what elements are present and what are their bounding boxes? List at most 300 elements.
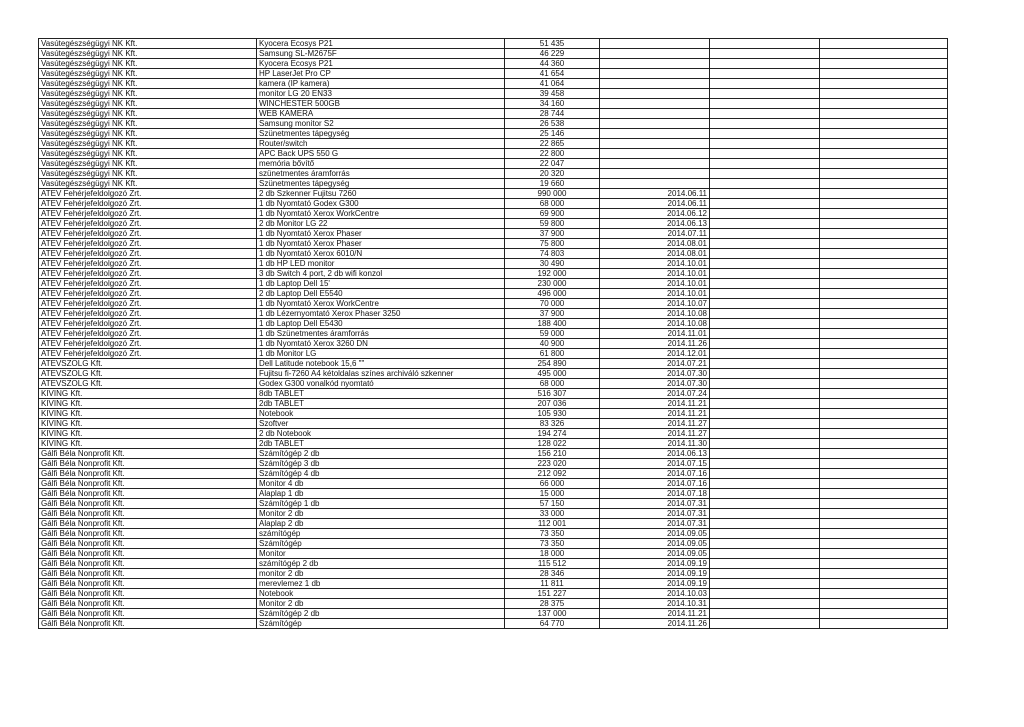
date-cell: 2014.11.27 <box>600 429 710 439</box>
item-cell: merevlemez 1 db <box>257 579 505 589</box>
empty-cell <box>820 99 948 109</box>
organization-cell: Gálfi Béla Nonprofit Kft. <box>39 489 257 499</box>
organization-cell: ATEV Fehérjefeldolgozó Zrt. <box>39 289 257 299</box>
date-cell: 2014.07.30 <box>600 369 710 379</box>
empty-cell <box>710 579 820 589</box>
date-cell: 2014.11.21 <box>600 609 710 619</box>
date-cell <box>600 129 710 139</box>
organization-cell: Vasútegészségügyi NK Kft. <box>39 169 257 179</box>
empty-cell <box>710 549 820 559</box>
amount-cell: 156 210 <box>505 449 600 459</box>
organization-cell: Gálfi Béla Nonprofit Kft. <box>39 579 257 589</box>
empty-cell <box>820 279 948 289</box>
empty-cell <box>820 559 948 569</box>
table-row <box>39 69 948 79</box>
table-row <box>39 529 948 539</box>
date-cell <box>600 49 710 59</box>
empty-cell <box>710 409 820 419</box>
organization-cell: ATEV Fehérjefeldolgozó Zrt. <box>39 319 257 329</box>
empty-cell <box>710 139 820 149</box>
amount-cell: 15 000 <box>505 489 600 499</box>
empty-cell <box>820 249 948 259</box>
amount-cell: 73 350 <box>505 539 600 549</box>
empty-cell <box>710 459 820 469</box>
table-row <box>39 299 948 309</box>
empty-cell <box>710 569 820 579</box>
empty-cell <box>820 259 948 269</box>
empty-cell <box>820 459 948 469</box>
item-cell: 1 db Nyomtató Xerox WorkCentre <box>257 299 505 309</box>
empty-cell <box>820 269 948 279</box>
table-row <box>39 199 948 209</box>
organization-cell: ATEV Fehérjefeldolgozó Zrt. <box>39 209 257 219</box>
table-row <box>39 289 948 299</box>
empty-cell <box>710 559 820 569</box>
amount-cell: 59 800 <box>505 219 600 229</box>
empty-cell <box>710 529 820 539</box>
amount-cell: 41 064 <box>505 79 600 89</box>
empty-cell <box>820 599 948 609</box>
empty-cell <box>710 59 820 69</box>
organization-cell: ATEVSZOLG Kft. <box>39 379 257 389</box>
empty-cell <box>710 599 820 609</box>
amount-cell: 192 000 <box>505 269 600 279</box>
date-cell <box>600 149 710 159</box>
organization-cell: Vasútegészségügyi NK Kft. <box>39 39 257 49</box>
date-cell <box>600 119 710 129</box>
amount-cell: 74 803 <box>505 249 600 259</box>
date-cell: 2014.11.30 <box>600 439 710 449</box>
item-cell: 1 db Nyomtató Xerox WorkCentre <box>257 209 505 219</box>
date-cell <box>600 179 710 189</box>
item-cell: APC Back UPS 550 G <box>257 149 505 159</box>
date-cell: 2014.10.01 <box>600 289 710 299</box>
empty-cell <box>710 619 820 629</box>
date-cell: 2014.11.27 <box>600 419 710 429</box>
date-cell: 2014.10.08 <box>600 319 710 329</box>
date-cell: 2014.08.01 <box>600 249 710 259</box>
date-cell: 2014.10.31 <box>600 599 710 609</box>
amount-cell: 37 900 <box>505 229 600 239</box>
table-row <box>39 189 948 199</box>
empty-cell <box>820 189 948 199</box>
item-cell: 1 db Nyomtató Xerox Phaser <box>257 229 505 239</box>
empty-cell <box>820 169 948 179</box>
amount-cell: 33 000 <box>505 509 600 519</box>
empty-cell <box>710 189 820 199</box>
item-cell: monitor LG 20 EN33 <box>257 89 505 99</box>
empty-cell <box>820 309 948 319</box>
empty-cell <box>820 439 948 449</box>
table-row <box>39 619 948 629</box>
table-row <box>39 39 948 49</box>
date-cell: 2014.07.15 <box>600 459 710 469</box>
table-row <box>39 309 948 319</box>
amount-cell: 496 000 <box>505 289 600 299</box>
organization-cell: ATEV Fehérjefeldolgozó Zrt. <box>39 349 257 359</box>
date-cell: 2014.09.19 <box>600 569 710 579</box>
organization-cell: Gálfi Béla Nonprofit Kft. <box>39 569 257 579</box>
item-cell: 1 db Monitor LG <box>257 349 505 359</box>
date-cell: 2014.11.26 <box>600 339 710 349</box>
organization-cell: KIVING Kft. <box>39 419 257 429</box>
table-row <box>39 519 948 529</box>
organization-cell: ATEVSZOLG Kft. <box>39 369 257 379</box>
table-row <box>39 149 948 159</box>
table-row <box>39 439 948 449</box>
date-cell <box>600 79 710 89</box>
organization-cell: KIVING Kft. <box>39 399 257 409</box>
item-cell: Monitor <box>257 549 505 559</box>
empty-cell <box>710 149 820 159</box>
organization-cell: ATEV Fehérjefeldolgozó Zrt. <box>39 219 257 229</box>
item-cell: kamera (IP kamera) <box>257 79 505 89</box>
item-cell: Szoftver <box>257 419 505 429</box>
table-row <box>39 379 948 389</box>
empty-cell <box>710 289 820 299</box>
amount-cell: 25 146 <box>505 129 600 139</box>
item-cell: 1 db Nyomtató Xerox 6010/N <box>257 249 505 259</box>
empty-cell <box>710 499 820 509</box>
table-row <box>39 229 948 239</box>
organization-cell: Gálfi Béla Nonprofit Kft. <box>39 509 257 519</box>
organization-cell: Gálfi Béla Nonprofit Kft. <box>39 499 257 509</box>
empty-cell <box>710 339 820 349</box>
amount-cell: 34 160 <box>505 99 600 109</box>
amount-cell: 11 811 <box>505 579 600 589</box>
organization-cell: KIVING Kft. <box>39 429 257 439</box>
organization-cell: ATEV Fehérjefeldolgozó Zrt. <box>39 279 257 289</box>
organization-cell: Vasútegészségügyi NK Kft. <box>39 79 257 89</box>
table-row <box>39 79 948 89</box>
amount-cell: 59 000 <box>505 329 600 339</box>
date-cell: 2014.06.12 <box>600 209 710 219</box>
amount-cell: 223 020 <box>505 459 600 469</box>
item-cell: 1 db Nyomtató Xerox Phaser <box>257 239 505 249</box>
empty-cell <box>820 569 948 579</box>
amount-cell: 516 307 <box>505 389 600 399</box>
empty-cell <box>710 49 820 59</box>
empty-cell <box>710 169 820 179</box>
date-cell: 2014.07.18 <box>600 489 710 499</box>
organization-cell: Vasútegészségügyi NK Kft. <box>39 139 257 149</box>
amount-cell: 70 000 <box>505 299 600 309</box>
table-row <box>39 179 948 189</box>
table-row <box>39 479 948 489</box>
organization-cell: Gálfi Béla Nonprofit Kft. <box>39 519 257 529</box>
empty-cell <box>820 369 948 379</box>
date-cell: 2014.09.05 <box>600 529 710 539</box>
item-cell: Számítógép <box>257 539 505 549</box>
empty-cell <box>820 539 948 549</box>
empty-cell <box>820 329 948 339</box>
date-cell: 2014.06.13 <box>600 449 710 459</box>
table-row <box>39 579 948 589</box>
organization-cell: Vasútegészségügyi NK Kft. <box>39 99 257 109</box>
amount-cell: 28 346 <box>505 569 600 579</box>
empty-cell <box>710 389 820 399</box>
table-row <box>39 329 948 339</box>
table-row <box>39 249 948 259</box>
empty-cell <box>710 159 820 169</box>
organization-cell: Gálfi Béla Nonprofit Kft. <box>39 469 257 479</box>
empty-cell <box>710 109 820 119</box>
organization-cell: Gálfi Béla Nonprofit Kft. <box>39 599 257 609</box>
table-row <box>39 259 948 269</box>
amount-cell: 128 022 <box>505 439 600 449</box>
item-cell: Fujitsu fi-7260 A4 kétoldalas színes archiváló szkenner <box>257 369 505 379</box>
date-cell: 2014.07.16 <box>600 469 710 479</box>
organization-cell: ATEV Fehérjefeldolgozó Zrt. <box>39 299 257 309</box>
date-cell: 2014.11.26 <box>600 619 710 629</box>
amount-cell: 40 900 <box>505 339 600 349</box>
item-cell: Alaplap 1 db <box>257 489 505 499</box>
empty-cell <box>710 369 820 379</box>
amount-cell: 22 865 <box>505 139 600 149</box>
amount-cell: 64 770 <box>505 619 600 629</box>
amount-cell: 68 000 <box>505 379 600 389</box>
empty-cell <box>820 69 948 79</box>
empty-cell <box>710 259 820 269</box>
date-cell <box>600 69 710 79</box>
table-row <box>39 169 948 179</box>
empty-cell <box>710 99 820 109</box>
empty-cell <box>820 389 948 399</box>
date-cell: 2014.09.19 <box>600 579 710 589</box>
item-cell: memória bővítő <box>257 159 505 169</box>
date-cell: 2014.10.07 <box>600 299 710 309</box>
empty-cell <box>710 179 820 189</box>
organization-cell: Gálfi Béla Nonprofit Kft. <box>39 479 257 489</box>
organization-cell: Vasútegészségügyi NK Kft. <box>39 119 257 129</box>
item-cell: Router/switch <box>257 139 505 149</box>
empty-cell <box>820 409 948 419</box>
empty-cell <box>710 329 820 339</box>
organization-cell: KIVING Kft. <box>39 389 257 399</box>
empty-cell <box>710 199 820 209</box>
organization-cell: Gálfi Béla Nonprofit Kft. <box>39 609 257 619</box>
item-cell: 1 db Laptop Dell E5430 <box>257 319 505 329</box>
amount-cell: 57 150 <box>505 499 600 509</box>
item-cell: Kyocera Ecosys P21 <box>257 59 505 69</box>
organization-cell: ATEV Fehérjefeldolgozó Zrt. <box>39 329 257 339</box>
organization-cell: Vasútegészségügyi NK Kft. <box>39 109 257 119</box>
empty-cell <box>710 479 820 489</box>
organization-cell: ATEV Fehérjefeldolgozó Zrt. <box>39 249 257 259</box>
empty-cell <box>710 429 820 439</box>
empty-cell <box>710 489 820 499</box>
amount-cell: 30 490 <box>505 259 600 269</box>
empty-cell <box>710 79 820 89</box>
empty-cell <box>820 529 948 539</box>
table-row <box>39 449 948 459</box>
item-cell: 1 db Nyomtató Godex G300 <box>257 199 505 209</box>
item-cell: 2 db Laptop Dell E5540 <box>257 289 505 299</box>
organization-cell: ATEV Fehérjefeldolgozó Zrt. <box>39 259 257 269</box>
item-cell: Notebook <box>257 589 505 599</box>
empty-cell <box>710 229 820 239</box>
empty-cell <box>710 279 820 289</box>
item-cell: Dell Latitude notebook 15,6 "" <box>257 359 505 369</box>
organization-cell: Gálfi Béla Nonprofit Kft. <box>39 539 257 549</box>
amount-cell: 137 000 <box>505 609 600 619</box>
date-cell <box>600 89 710 99</box>
amount-cell: 39 458 <box>505 89 600 99</box>
amount-cell: 254 890 <box>505 359 600 369</box>
empty-cell <box>820 479 948 489</box>
empty-cell <box>820 239 948 249</box>
empty-cell <box>710 449 820 459</box>
item-cell: WEB KAMERA <box>257 109 505 119</box>
empty-cell <box>820 219 948 229</box>
empty-cell <box>820 519 948 529</box>
empty-cell <box>820 339 948 349</box>
table-row <box>39 89 948 99</box>
table-row <box>39 509 948 519</box>
empty-cell <box>820 209 948 219</box>
empty-cell <box>820 589 948 599</box>
organization-cell: Vasútegészségügyi NK Kft. <box>39 49 257 59</box>
date-cell: 2014.06.11 <box>600 189 710 199</box>
date-cell: 2014.11.21 <box>600 409 710 419</box>
item-cell: szünetmentes áramforrás <box>257 169 505 179</box>
item-cell: Számítógép 2 db <box>257 609 505 619</box>
amount-cell: 115 512 <box>505 559 600 569</box>
empty-cell <box>710 239 820 249</box>
empty-cell <box>710 129 820 139</box>
date-cell <box>600 139 710 149</box>
item-cell: Számítógép 1 db <box>257 499 505 509</box>
empty-cell <box>820 199 948 209</box>
organization-cell: Vasútegészségügyi NK Kft. <box>39 179 257 189</box>
item-cell: Samsung SL-M2675F <box>257 49 505 59</box>
organization-cell: Gálfi Béla Nonprofit Kft. <box>39 449 257 459</box>
item-cell: számítógép 2 db <box>257 559 505 569</box>
organization-cell: Vasútegészségügyi NK Kft. <box>39 129 257 139</box>
empty-cell <box>710 39 820 49</box>
table-row <box>39 419 948 429</box>
amount-cell: 66 000 <box>505 479 600 489</box>
empty-cell <box>820 609 948 619</box>
item-cell: Monitor 2 db <box>257 509 505 519</box>
empty-cell <box>820 429 948 439</box>
empty-cell <box>820 179 948 189</box>
date-cell <box>600 169 710 179</box>
amount-cell: 212 092 <box>505 469 600 479</box>
spreadsheet-table <box>38 38 948 629</box>
table-row <box>39 549 948 559</box>
empty-cell <box>820 489 948 499</box>
table-row <box>39 209 948 219</box>
item-cell: Szünetmentes tápegység <box>257 179 505 189</box>
date-cell: 2014.10.01 <box>600 269 710 279</box>
amount-cell: 230 000 <box>505 279 600 289</box>
empty-cell <box>820 509 948 519</box>
empty-cell <box>710 299 820 309</box>
date-cell: 2014.06.13 <box>600 219 710 229</box>
item-cell: 1 db HP LED monitor <box>257 259 505 269</box>
table-row <box>39 49 948 59</box>
item-cell: Notebook <box>257 409 505 419</box>
date-cell: 2014.12.01 <box>600 349 710 359</box>
organization-cell: ATEV Fehérjefeldolgozó Zrt. <box>39 229 257 239</box>
table-row <box>39 569 948 579</box>
amount-cell: 20 320 <box>505 169 600 179</box>
organization-cell: Gálfi Béla Nonprofit Kft. <box>39 549 257 559</box>
organization-cell: Vasútegészségügyi NK Kft. <box>39 59 257 69</box>
empty-cell <box>710 589 820 599</box>
date-cell: 2014.07.31 <box>600 509 710 519</box>
item-cell: HP LaserJet Pro CP <box>257 69 505 79</box>
date-cell: 2014.09.05 <box>600 539 710 549</box>
table-row <box>39 599 948 609</box>
organization-cell: Gálfi Béla Nonprofit Kft. <box>39 529 257 539</box>
empty-cell <box>820 399 948 409</box>
date-cell <box>600 109 710 119</box>
empty-cell <box>820 449 948 459</box>
item-cell: 2db TABLET <box>257 399 505 409</box>
item-cell: Számítógép <box>257 619 505 629</box>
empty-cell <box>820 359 948 369</box>
table-row <box>39 389 948 399</box>
item-cell: 2 db Szkenner Fujitsu 7260 <box>257 189 505 199</box>
table-row <box>39 109 948 119</box>
empty-cell <box>820 149 948 159</box>
empty-cell <box>710 219 820 229</box>
empty-cell <box>710 399 820 409</box>
empty-cell <box>820 139 948 149</box>
empty-cell <box>710 119 820 129</box>
amount-cell: 22 800 <box>505 149 600 159</box>
table-row <box>39 369 948 379</box>
table-row <box>39 239 948 249</box>
item-cell: 8db TABLET <box>257 389 505 399</box>
table-row <box>39 129 948 139</box>
table-row <box>39 319 948 329</box>
date-cell: 2014.07.24 <box>600 389 710 399</box>
item-cell: 1 db Szünetmentes áramforrás <box>257 329 505 339</box>
item-cell: WINCHESTER 500GB <box>257 99 505 109</box>
empty-cell <box>820 299 948 309</box>
date-cell: 2014.07.31 <box>600 499 710 509</box>
item-cell: Számítógép 2 db <box>257 449 505 459</box>
item-cell: Alaplap 2 db <box>257 519 505 529</box>
table-row <box>39 499 948 509</box>
empty-cell <box>820 59 948 69</box>
table-row <box>39 139 948 149</box>
item-cell: Godex G300 vonalkód nyomtató <box>257 379 505 389</box>
table-row <box>39 399 948 409</box>
date-cell: 2014.09.19 <box>600 559 710 569</box>
empty-cell <box>710 419 820 429</box>
table-row <box>39 349 948 359</box>
amount-cell: 68 000 <box>505 199 600 209</box>
amount-cell: 105 930 <box>505 409 600 419</box>
empty-cell <box>710 379 820 389</box>
empty-cell <box>820 79 948 89</box>
item-cell: Samsung monitor S2 <box>257 119 505 129</box>
table-row <box>39 119 948 129</box>
table-row <box>39 279 948 289</box>
empty-cell <box>820 129 948 139</box>
item-cell: 1 db Nyomtató Xerox 3260 DN <box>257 339 505 349</box>
empty-cell <box>710 269 820 279</box>
table-row <box>39 59 948 69</box>
empty-cell <box>710 539 820 549</box>
empty-cell <box>710 349 820 359</box>
organization-cell: KIVING Kft. <box>39 409 257 419</box>
amount-cell: 194 274 <box>505 429 600 439</box>
